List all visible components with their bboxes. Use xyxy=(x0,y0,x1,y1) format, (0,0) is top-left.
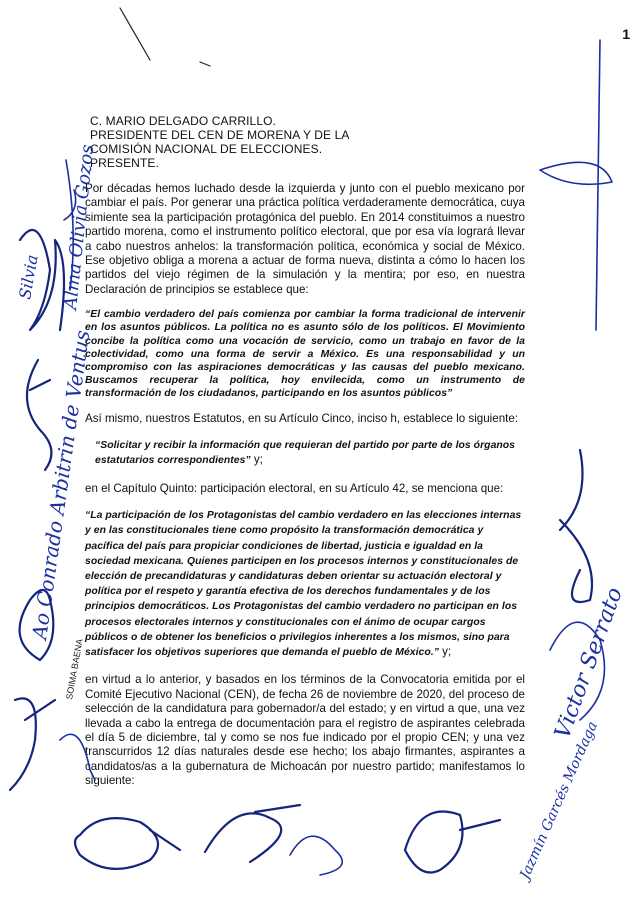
left-name-handwriting: Silvia xyxy=(15,253,42,301)
right-signature-1 xyxy=(560,450,592,602)
left-signature-6 xyxy=(60,734,95,780)
bottom-signature-2 xyxy=(205,805,300,862)
addressee-title: PRESIDENTE DEL CEN DE MORENA Y DE LA xyxy=(90,128,350,142)
right-handwriting-name-2: Jazmín Garcés Mordaga xyxy=(517,719,602,882)
chapter-five-paragraph: en el Capítulo Quinto: participación electoral, en su Artículo 42, se menciona que: xyxy=(85,481,504,495)
stray-pen-mark xyxy=(200,62,210,66)
bottom-signature-1 xyxy=(75,818,180,869)
left-signature-5 xyxy=(10,698,55,790)
stray-pen-stroke xyxy=(120,8,150,60)
left-vertical-handwriting: Ao Conrado Arbitrin de Ventus xyxy=(27,328,95,641)
left-vertical-handwriting-2: Alma Olivia Gozos xyxy=(60,143,99,311)
principles-quote: “El cambio verdadero del país comienza por cambiar la forma tradicional de intervenir en los asuntos públicos. La política no es asunto sólo de los políticos. El Movimiento concibe la política como una vocación de servicio, como un trabajo en favor de la colectividad, como una forma de servir a México. Es una responsabilidad y un compromiso con las aspiraciones democráticas y las causas del pueblo mexicano. Buscamos recuperar la política, hoy envilecida, como un instrumento de transformación de los ciudadanos, participando en los asuntos públicos” xyxy=(85,309,525,400)
bottom-signature-4 xyxy=(405,812,500,873)
conclusion-paragraph: en virtud a lo anterior, y basados en los términos de la Convocatoria emitida por el Comité Ejecutivo Nacional (CEN), de fecha 26 de noviembre de 2020, del proceso de selección de la candidatura para gobernador/a del estado; y en virtud a que, una vez llevada a cabo la entrega de documentación para el registro de aspirantes celebrada el día 5 de diciembre, tal y como se nos fue indicado por el propio CEN; y una vez transcurridos 12 días naturales desde ese hecho; los abajo firmantes, aspirantes a candidatos/as a la gubernatura de Michoacán por nuestro partido; manifestamos lo siguiente: xyxy=(85,673,525,788)
bottom-signature-3 xyxy=(290,836,342,875)
intro-paragraph: Por décadas hemos luchado desde la izquierda y junto con el pueblo mexicano por cambiar el país. Por generar una práctica política verdaderamente democrática, cuya simiente sea la participación protagónica del pueblo. En 2014 constituimos a nuestro partido morena, como el instrumento político electoral, que por esa vía logrará llevar a cabo nuestros anhelos: la transformación política, económica y social de México. Ese objetivo obliga a morena a actuar de forma nueva, distinta a cómo lo hacen los partidos del viejo régimen de la simulación y la mentira; por eso, en nuestra Declaración de principios se establece que: xyxy=(85,182,525,296)
cross-signature xyxy=(540,40,612,330)
printed-name: SOIMA BAENA xyxy=(64,638,85,701)
addressee-presente: PRESENTE. xyxy=(90,156,159,170)
statutes-paragraph: Así mismo, nuestros Estatutos, en su Artículo Cinco, inciso h, establece lo siguiente: xyxy=(85,411,519,425)
left-signature-2 xyxy=(27,360,51,470)
addressee-commission: COMISIÓN NACIONAL DE ELECCIONES. xyxy=(90,142,323,156)
addressee-name: C. MARIO DELGADO CARRILLO. xyxy=(90,114,276,128)
statutes-quote-suffix: y; xyxy=(250,453,263,467)
statutes-quote: “Solicitar y recibir la información que requieran del partido por parte de los órganos estatutarios correspondientes” xyxy=(95,440,516,467)
page-number: 1 xyxy=(622,26,630,42)
article-42-suffix: y; xyxy=(438,644,452,658)
article-42-quote: “La participación de los Protagonistas del cambio verdadero en las elecciones internas y en las constitucionales tiene como propósito la transformación democrática y pacífica del país para propiciar condiciones de libertad, justicia e igualdad en la sociedad mexicana. Quienes participen en los procesos internos y constitucionales de elección de precandidaturas y candidaturas deben orientar su actuación electoral y política por el respeto y garantía efectiva de los derechos fundamentales y de los principios democráticos. Los Protagonistas del cambio verdadero no participan en los procesos electorales internos y constitucionales con el ánimo de ocupar cargos públicos o de obtener los beneficios o privilegios inherentes a los mismos, sino para satisfacer los objetivos superiores que demanda el pueblo de México.” xyxy=(85,510,522,658)
right-handwriting-name-1: Victor Serrato xyxy=(550,584,628,743)
